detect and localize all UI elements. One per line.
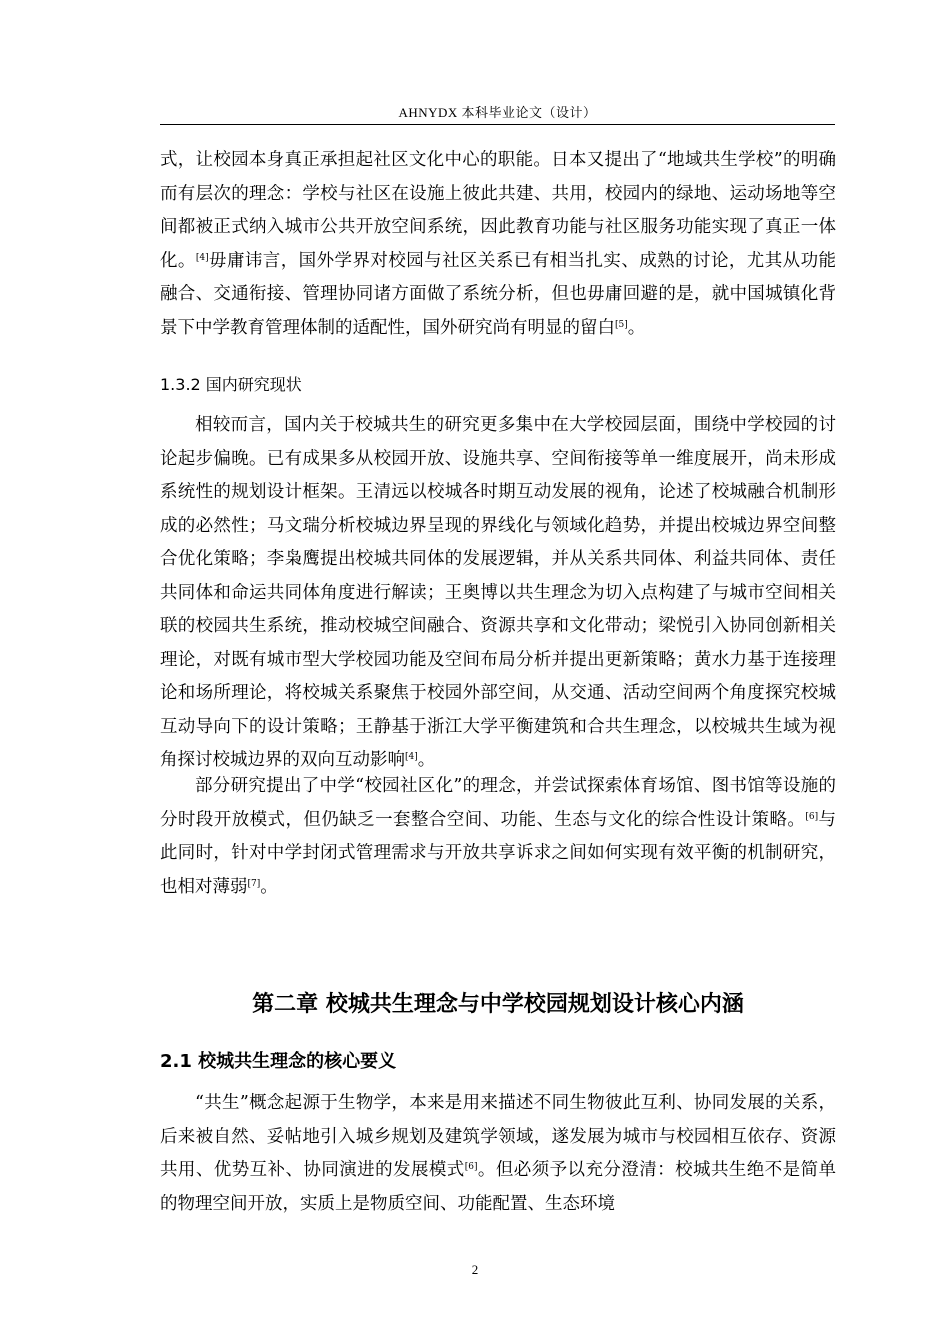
paragraph-foreign-research-continued bbox=[160, 144, 836, 345]
running-header: AHNYDX 本科毕业论文（设计） bbox=[398, 105, 597, 120]
chapter-title: 第二章 校城共生理念与中学校园规划设计核心内涵 bbox=[252, 992, 744, 1017]
paragraph-domestic-research bbox=[160, 409, 836, 778]
paragraph-text: “共生”概念起源于生物学，本来是用来描述不同生物彼此互利、协同发展的关系，后来被自然、妥帖地引入城乡规划及建筑学领域，遂发展为城市与校园相互依存、资源共用、优势互补、协同演进的发展模式 bbox=[160, 1093, 836, 1180]
section-heading-1-3-2: 1.3.2 国内研究现状 bbox=[160, 375, 302, 394]
paragraph-text: 。 bbox=[417, 750, 436, 770]
section-heading-2-1: 2.1 校城共生理念的核心要义 bbox=[160, 1051, 397, 1072]
paragraph-middle-school-research bbox=[160, 770, 836, 904]
paragraph-text: 相较而言，国内关于校城共生的研究更多集中在大学校园层面，围绕中学校园的讨论起步偏晚。已有成果多从校园开放、设施共享、空间衔接等单一维度展开，尚未形成系统性的规划设计框架。王清远以校城各时期互动发展的视角，论述了校城融合机制形成的必然性；马文瑞分析校城边界呈现的界线化与领域化趋势，并提出校城边界空间整合优化策略；李枭鹰提出校城共同体的发展逻辑，并从关系共同体、利益共同体、责任共同体和命运共同体角度进行解读；王奥博以共生理念为切入点构建了与城市空间相关联的校园共生系统，推动校城空间融合、资源共享和文化带动；梁悦引入协同创新相关理论，对既有城市型大学校园功能及空间布局分析并提出更新策略；黄水力基于连接理论和场所理论，将校城关系聚焦于校园外部空间，从交通、活动空间两个角度探究校城互动导向下的设计策略；王静基于浙江大学平衡建筑和合共生理念，以校城共生域为视角探讨校城边界的双向互动影响 bbox=[160, 415, 836, 770]
citation-ref: [6] bbox=[805, 811, 819, 822]
paragraph-text: 与此同时，针对中学封闭式管理需求与开放共享诉求之间如何实现有效平衡的机制研究，也相对薄弱 bbox=[160, 809, 837, 897]
citation-ref: [4] bbox=[405, 752, 418, 762]
paragraph-text: 。 bbox=[627, 317, 646, 338]
citation-ref: [5] bbox=[615, 319, 628, 330]
paragraph-text: 部分研究提出了中学“校园社区化”的理念，并尝试探索体育场馆、图书馆等设施的分时段开放模式，但仍缺乏一套整合空间、功能、生态与文化的综合性设计策略。 bbox=[160, 776, 836, 830]
paragraph-text: 。 bbox=[260, 876, 278, 897]
paragraph-text: 。但必须予以充分澄清：校城共生绝不是简单的物理空间开放，实质上是物质空间、功能配置、生态环境 bbox=[160, 1160, 837, 1214]
paragraph-text: 式，让校园本身真正承担起社区文化中心的职能。日本又提出了“地域共生学校”的明确而有层次的理念：学校与社区在设施上彼此共建、共用，校园内的绿地、运动场地等空间都被正式纳入城市公共开放空间系统，因此教育功能与社区服务功能实现了真正一体化。 bbox=[160, 150, 836, 271]
citation-ref: [7] bbox=[247, 878, 261, 889]
page-number: 2 bbox=[471, 1262, 479, 1277]
paragraph-symbiosis-concept bbox=[160, 1087, 836, 1221]
citation-ref: [4] bbox=[195, 252, 209, 263]
citation-ref: [6] bbox=[464, 1162, 478, 1172]
header-divider bbox=[160, 124, 835, 125]
paragraph-text: 毋庸讳言，国外学界对校园与社区关系已有相当扎实、成熟的讨论，尤其从功能融合、交通衔接、管理协同诸方面做了系统分析，但也毋庸回避的是，就中国城镇化背景下中学教育管理体制的适配性，国外研究尚有明显的留白 bbox=[160, 250, 837, 338]
